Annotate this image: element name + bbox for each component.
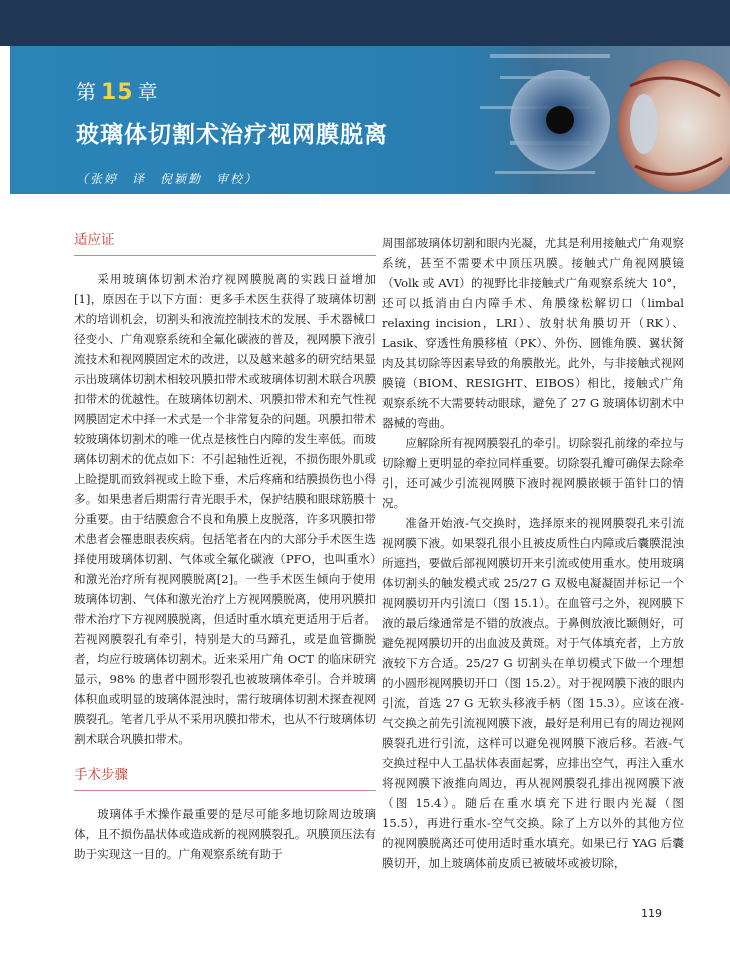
- right-paragraph-1: 周围部玻璃体切割和眼内光凝，尤其是利用接触式广角观察系统，甚至不需要术中顶压巩膜。接触式广角视网膜镜（Volk 或 AVI）的视野比非接触式广角观察系统大 10°，还可以抵消由白内障手术、角膜缘松解切口（limbal relaxing incision，LRI）、放射状角膜切开（RK）、Lasik、穿透性角膜移植（PK）、外伤、圆锥角膜、翼状胬肉及其切除等因素导致的角膜散光。此外，与非接触式视网膜镜（BIOM、RESIGHT、EIBOS）相比，接触式广角观察系统不大需要转动眼球，避免了 27 G 玻璃体切割术中器械的弯曲。: [382, 236, 684, 430]
- translator-credits: （张婷 译 倪颖勤 审校）: [76, 172, 259, 186]
- page-number: 119: [641, 907, 662, 920]
- chapter-number: 15: [101, 80, 134, 105]
- right-paragraph-3: 准备开始液-气交换时，选择原来的视网膜裂孔来引流视网膜下液。如果裂孔很小且被皮质性白内障或后囊膜混浊所遮挡，要做后部视网膜切开来引流或使用重水。使用玻璃体切割头的触发模式或 25/27 G 双极电凝凝固并标记一个视网膜切开内引流口（图 15.1）。在血管弓之外，视网膜下液的最后缘通常是不错的放液点。于鼻侧放液比颞侧好，可避免视网膜切开的出血波及黄斑。对于气体填充者，上方放液较下方合适。25/27 G 切割头在单切模式下做一个理想的小圆形视网膜切开口（图 15.2）。对于视网膜下液的眼内引流，首选 27 G 无软头移液手柄（图 15.3）。应该在液-气交换之前先引流视网膜下液，最好是利用已有的周边视网膜裂孔进行引流，这样可以避免视网膜下液后移。若液-气交换过程中人工晶状体表面起雾，应排出空气，再注入重水将视网膜下液推向周边，再从视网膜裂孔排出视网膜下液（图 15.4）。随后在重水填充下进行眼内光凝（图 15.5），再进行重水-空气交换。除了上方以外的其他方位的视网膜脱离还可使用适时重水填充。如果已行 YAG 后囊膜切开，加上玻璃体前皮质已被破坏或被切除，: [382, 516, 684, 870]
- chapter-prefix: 第: [76, 80, 97, 104]
- chapter-number-line: [76, 76, 159, 105]
- section-heading-indications: 适应证: [74, 230, 376, 256]
- section-heading-surgical-steps: 手术步骤: [74, 765, 376, 791]
- indications-paragraph: 采用玻璃体切割术治疗视网膜脱离的实践日益增加[1]，原因在于以下方面：更多手术医生获得了玻璃体切割术的培训机会，切割头和液流控制技术的发展、手术器械口径变小、广角观察系统和全氟化碳液的普及，视网膜下液引流技术和视网膜固定术的改进，以及越来越多的研究结果显示出玻璃体切割术相较巩膜扣带术或玻璃体切割术联合巩膜扣带术的优越性。在玻璃体切割术、巩膜扣带术和充气性视网膜固定术中择一术式是一个非常复杂的问题。巩膜扣带术较玻璃体切割术的唯一优点是核性白内障的发生率低。而玻璃体切割术的优点如下：不引起轴性近视，不损伤眼外肌或上睑提肌而致斜视或上睑下垂，术后疼痛和结膜损伤也小得多。如果患者后期需行青光眼手术，保护结膜和眼球筋膜十分重要。由于结膜愈合不良和角膜上皮脱落，许多巩膜扣带术患者会罹患眼表疾病。包括笔者在内的大部分手术医生选择使用玻璃体切割、气体或全氟化碳液（PFO，也叫重水）和激光治疗所有视网膜脱离[2]。一些手术医生倾向于使用玻璃体切割、气体和激光治疗上方视网膜脱离，使用巩膜扣带术治疗下方视网膜脱离，但适时重水填充更适用于后者。若视网膜裂孔有牵引，特别是大的马蹄孔，或是血管撕脱者，均应行玻璃体切割术。近来采用广角 OCT 的临床研究显示，98% 的患者中圆形裂孔也被玻璃体牵引。合并玻璃体积血或明显的玻璃体混浊时，需行玻璃体切割术探查视网膜裂孔。笔者几乎从不采用巩膜扣带术，也从不行玻璃体切割术联合巩膜扣带术。: [74, 272, 376, 746]
- right-paragraph-2: 应解除所有视网膜裂孔的牵引。切除裂孔前缘的牵拉与切除瓣上更明显的牵拉同样重要。切除裂孔瓣可确保去除牵引，还可减少引流视网膜下液时视网膜嵌顿于笛针口的情况。: [382, 436, 684, 510]
- top-bar: [0, 0, 730, 46]
- eye-anatomy-image: [430, 46, 730, 194]
- chapter-header-banner: [10, 46, 730, 194]
- chapter-suffix: 章: [137, 80, 159, 104]
- left-column: [74, 230, 376, 864]
- surgical-steps-paragraph: 玻璃体手术操作最重要的是尽可能多地切除周边玻璃体，且不损伤晶状体或造成新的视网膜裂孔。巩膜顶压法有助于实现这一目的。广角观察系统有助于: [74, 807, 376, 861]
- chapter-title: 玻璃体切割术治疗视网膜脱离: [76, 122, 388, 148]
- right-column: [382, 233, 684, 873]
